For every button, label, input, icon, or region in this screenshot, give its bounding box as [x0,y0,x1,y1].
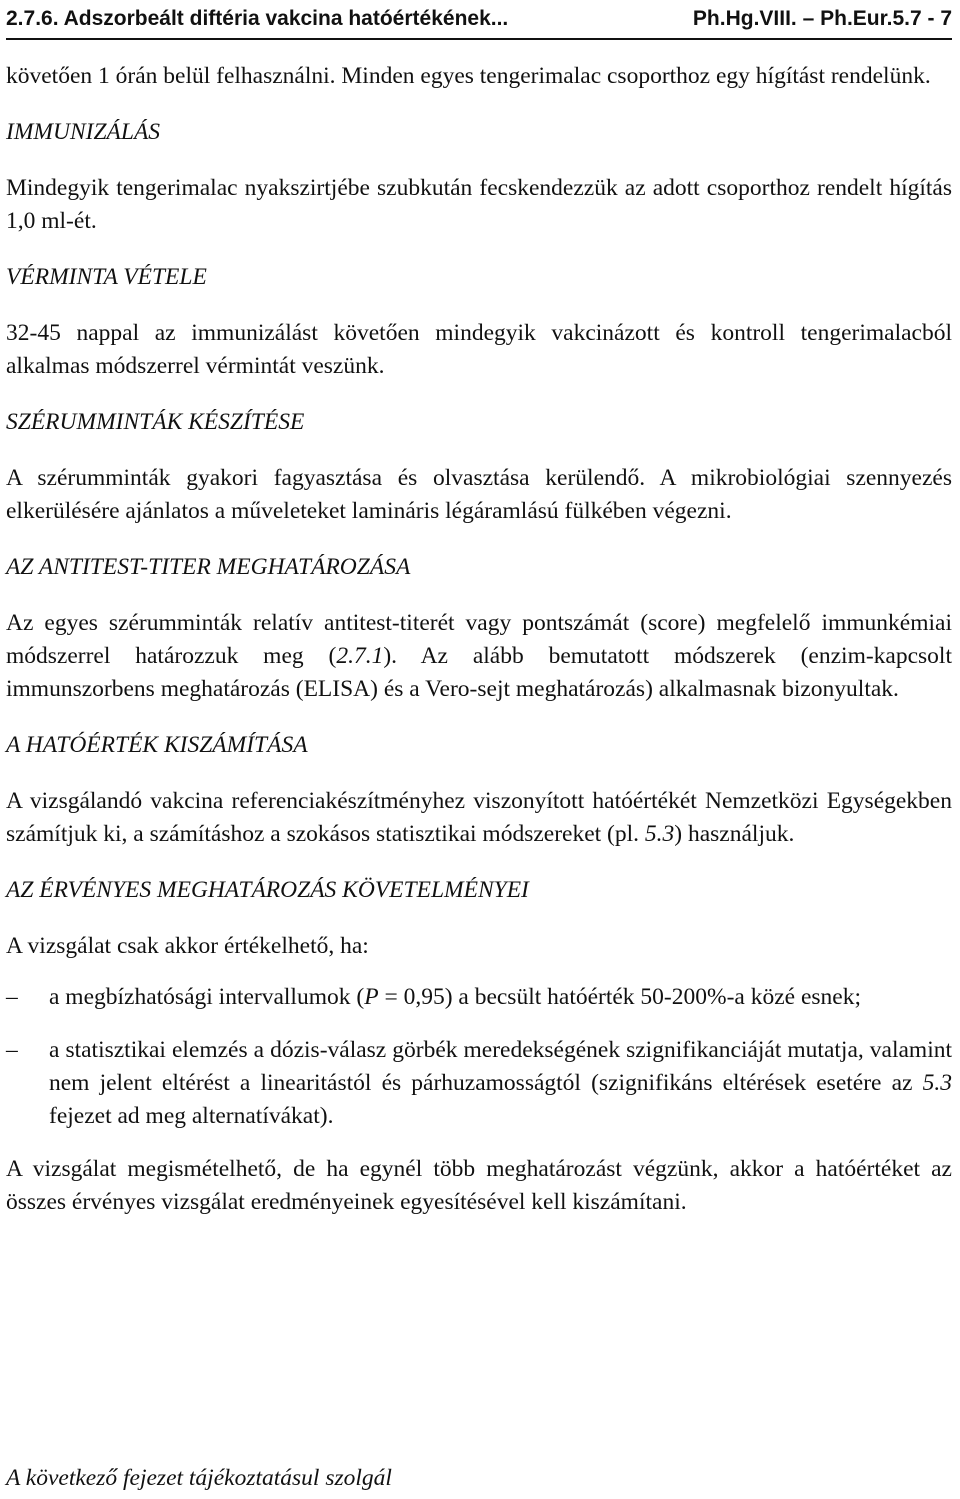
heading-szerumminta: SZÉRUMMINTÁK KÉSZÍTÉSE [6,409,305,435]
heading-ervenyes: AZ ÉRVÉNYES MEGHATÁROZÁS KÖVETELMÉNYEI [6,877,529,903]
dash-bullet: – [6,984,18,1010]
heading-verminta: VÉRMINTA VÉTELE [6,264,207,290]
li2-text-a: a statisztikai elemzés a dózis-válasz görbék meredekségének szignifikanciáját mutatja, valamint nem jelent eltérést a linearitástól és párhuzamosságtól (szignifikáns eltérések esetére az [49,1037,952,1096]
li2-text-b: fejezet ad meg alternatívákat). [49,1103,334,1129]
heading-antitest-titer: AZ ANTITEST-TITER MEGHATÁROZÁSA [6,554,411,580]
informative-chapter-note: A következő fejezet tájékoztatásul szolgál [6,1465,392,1491]
paragraph-szerumminta: A szérumminták gyakori fagyasztása és olvasztása kerülendő. A mikrobiológiai szennyezés elkerülésére ajánlatos a műveleteket lamináris légáramlású fülkében végezni. [6,465,952,524]
paragraph-ervenyes: A vizsgálat csak akkor értékelhető, ha: [6,933,369,959]
antitest-text-1: Az egyes szérumminták relatív antitest-titerét vagy pontszámát (score) megfelelő immunkémiai módszerrel határozzuk meg ( [6,610,952,669]
paragraph-antitest-titer [6,607,952,706]
li2-reference: 5.3 [922,1070,952,1096]
list-item [6,1034,952,1133]
dash-bullet: – [6,1037,18,1063]
document-body [6,60,952,1242]
paragraph-immunizalas: Mindegyik tengerimalac nyakszirtjébe szubkután fecskendezzük az adott csoporthoz rendelt hígítás 1,0 ml-ét. [6,175,952,234]
hatoertek-text-1: A vizsgálandó vakcina referenciakészítményhez viszonyított hatóértékét Nemzetközi Egységekben számítjuk ki, a számításhoz a szokásos statisztikai módszereket (pl. [6,788,952,847]
list-item [6,981,952,1014]
heading-immunizalas: IMMUNIZÁLÁS [6,119,161,145]
header-section-title: 2.7.6. Adszorbeált diftéria vakcina hatóértékének... [6,7,509,30]
antitest-text-2: ). Az alább bemutatott módszerek (enzim-kapcsolt immunszorbens meghatározás (ELISA) és a Vero-sejt meghatározás) alkalmasnak bizonyultak. [6,643,952,702]
hatoertek-text-2: ) használjuk. [674,821,795,847]
validity-criteria-list [6,981,952,1133]
paragraph-verminta: 32-45 nappal az immunizálást követően mindegyik vakcinázott és kontroll tengerimalacból alkalmas módszerrel vérmintát veszünk. [6,320,952,379]
li1-text-a: a megbízhatósági intervallumok ( [49,984,365,1010]
paragraph-hatoertek [6,785,952,851]
heading-hatoertek: A HATÓÉRTÉK KISZÁMÍTÁSA [6,732,308,758]
paragraph-intro: követően 1 órán belül felhasználni. Minden egyes tengerimalac csoporthoz egy hígítást rendelünk. [6,63,931,89]
li1-text-b: = 0,95) a becsült hatóérték 50-200%-a közé esnek; [378,984,861,1010]
li1-p-symbol: P [364,984,379,1010]
hatoertek-reference: 5.3 [644,821,675,847]
page-header [6,2,952,40]
header-pharmacopoeia-ref: Ph.Hg.VIII. – Ph.Eur.5.7 - 7 [692,7,952,30]
antitest-reference: 2.7.1 [336,643,384,669]
paragraph-ismetles: A vizsgálat megismételhető, de ha egynél több meghatározást végzünk, akkor a hatóértéket az összes érvényes vizsgálat eredményeinek egyesítésével kell kiszámítani. [6,1156,952,1215]
